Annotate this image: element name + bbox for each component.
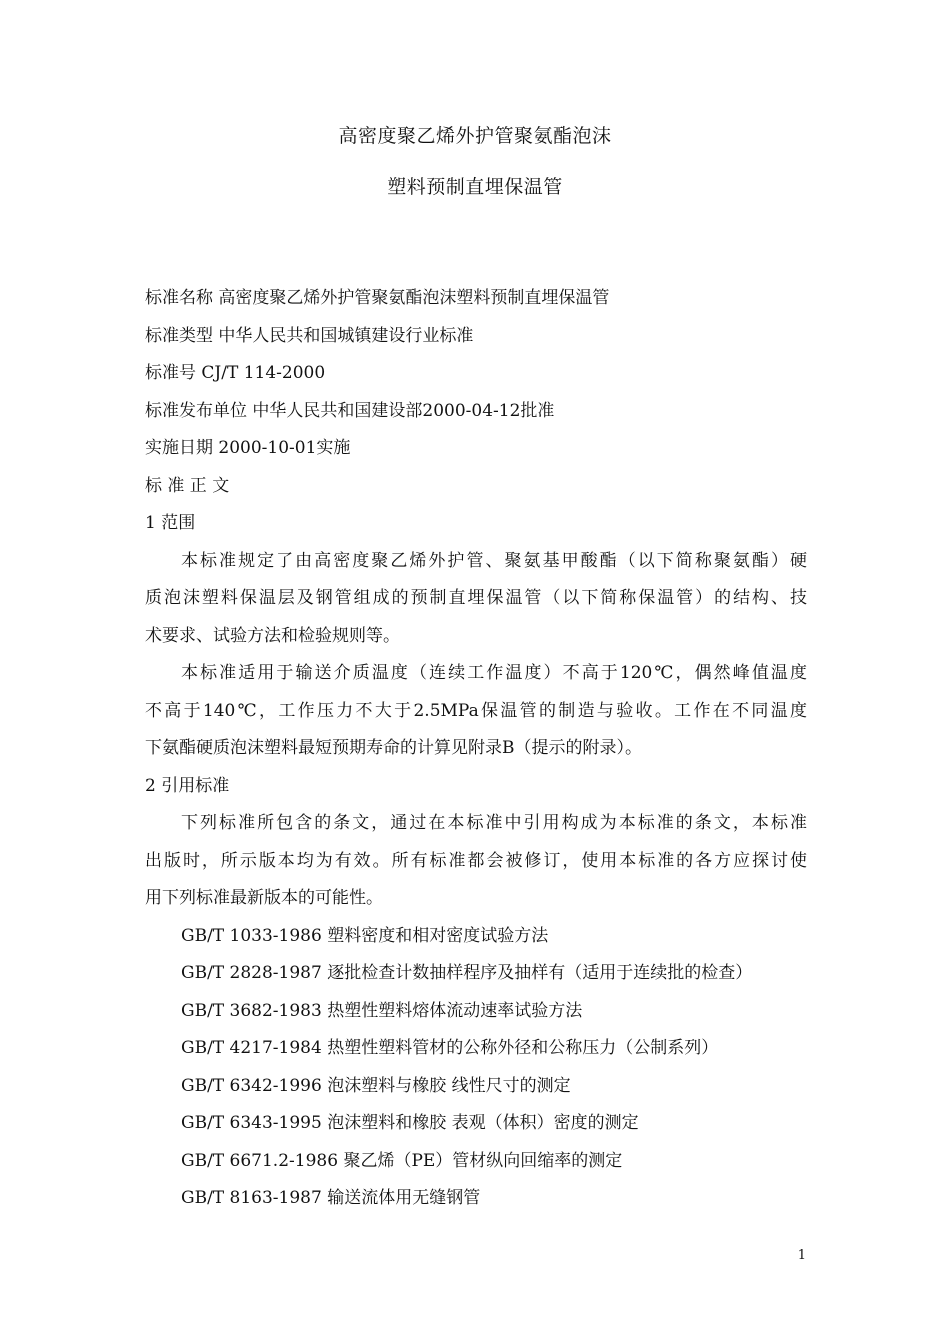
reference-item: GB/T 1033-1986 塑料密度和相对密度试验方法 xyxy=(181,925,549,946)
reference-item: GB/T 4217-1984 热塑性塑料管材的公称外径和公称压力（公制系列） xyxy=(181,1038,719,1058)
reference-item: GB/T 6343-1995 泡沫塑料和橡胶 表观（体积）密度的测定 xyxy=(181,1113,639,1133)
info-standard-name: 标准名称 高密度聚乙烯外护管聚氨酯泡沫塑料预制直埋保温管 xyxy=(145,288,610,308)
document-title-line-2: 塑料预制直埋保温管 xyxy=(387,176,563,198)
reference-item: GB/T 6671.2-1986 聚乙烯（PE）管材纵向回缩率的测定 xyxy=(181,1150,623,1171)
body-heading: 标 准 正 文 xyxy=(145,475,230,496)
section-1-heading: 1 范围 xyxy=(145,513,196,533)
section-1-para-1-line-2: 质泡沫塑料保温层及钢管组成的预制直埋保温管（以下简称保温管）的结构、技 xyxy=(145,588,807,608)
reference-item: GB/T 2828-1987 逐批检查计数抽样程序及抽样有（适用于连续批的检查） xyxy=(181,963,753,983)
section-2-para-1-line-2: 出版时，所示版本均为有效。所有标准都会被修订，使用本标准的各方应探讨使 xyxy=(145,850,807,871)
page-number: 1 xyxy=(797,1248,806,1263)
reference-item: GB/T 6342-1996 泡沫塑料与橡胶 线性尺寸的测定 xyxy=(181,1075,571,1096)
info-effective-date: 实施日期 2000-10-01实施 xyxy=(145,438,351,458)
reference-item: GB/T 8163-1987 输送流体用无缝钢管 xyxy=(181,1188,481,1208)
section-2-heading: 2 引用标准 xyxy=(145,775,230,796)
info-standard-type: 标准类型 中华人民共和国城镇建设行业标准 xyxy=(145,325,474,346)
section-1-para-1-line-1: 本标准规定了由高密度聚乙烯外护管、聚氨基甲酸酯（以下简称聚氨酯）硬 xyxy=(181,550,807,571)
section-1-para-1-line-3: 术要求、试验方法和检验规则等。 xyxy=(145,625,400,646)
section-2-para-1-line-3: 用下列标准最新版本的可能性。 xyxy=(145,888,383,908)
reference-item: GB/T 3682-1983 热塑性塑料熔体流动速率试验方法 xyxy=(181,1000,583,1021)
document-title-line-1: 高密度聚乙烯外护管聚氨酯泡沫 xyxy=(338,125,612,147)
section-1-para-2-line-1: 本标准适用于输送介质温度（连续工作温度）不高于120℃，偶然峰值温度 xyxy=(181,663,807,683)
info-issuing-authority: 标准发布单位 中华人民共和国建设部2000-04-12批准 xyxy=(145,400,555,421)
info-standard-number: 标准号 CJ/T 114-2000 xyxy=(145,363,326,383)
section-1-para-2-line-3: 下氨酯硬质泡沫塑料最短预期寿命的计算见附录B（提示的附录）。 xyxy=(145,738,642,758)
document-body xyxy=(145,280,807,1218)
section-1-para-2-line-2: 不高于140℃，工作压力不大于2.5MPa保温管的制造与验收。工作在不同温度 xyxy=(145,700,807,721)
section-2-para-1-line-1: 下列标准所包含的条文，通过在本标准中引用构成为本标准的条文，本标准 xyxy=(181,813,807,833)
